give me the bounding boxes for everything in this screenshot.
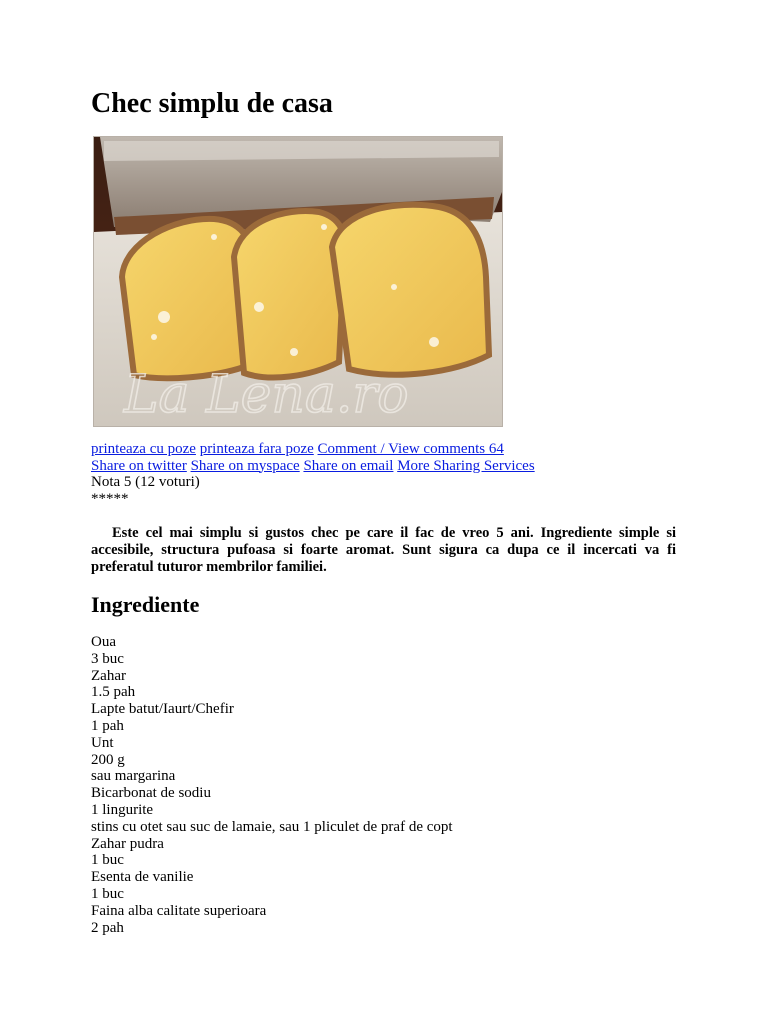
print-comment-row — [91, 441, 535, 458]
ingredient-line: 1 pah — [91, 717, 124, 734]
share-email-link[interactable]: Share on email — [303, 457, 394, 474]
ingredient-line: 1 buc — [91, 852, 124, 869]
ingredient-line: Zahar — [91, 667, 126, 684]
rating-stars: ***** — [91, 490, 129, 507]
ingredient-line: 200 g — [91, 751, 125, 768]
ingredients-list — [91, 634, 453, 936]
share-myspace-link[interactable]: Share on myspace — [190, 457, 300, 474]
share-row — [91, 458, 535, 475]
comments-link[interactable]: Comment / View comments 64 — [317, 441, 504, 457]
ingredient-line: Lapte batut/Iaurt/Chefir — [91, 701, 234, 718]
ingredient-line: Unt — [91, 734, 114, 751]
ingredient-line: sau margarina — [91, 768, 176, 785]
ingredient-line: 2 pah — [91, 919, 124, 936]
rating — [91, 474, 200, 507]
ingredient-line: Esenta de vanilie — [91, 869, 194, 886]
ingredient-line: Zahar pudra — [91, 835, 164, 852]
share-twitter-link[interactable]: Share on twitter — [91, 457, 187, 474]
action-links — [91, 441, 535, 474]
ingredient-line: 1.5 pah — [91, 684, 136, 701]
rating-text: Nota 5 (12 voturi) — [91, 474, 200, 490]
ingredients-heading: Ingrediente — [91, 592, 200, 617]
ingredient-line: 3 buc — [91, 650, 124, 667]
ingredient-line: Faina alba calitate superioara — [91, 902, 267, 919]
print-with-photos-link[interactable]: printeaza cu poze — [91, 441, 196, 457]
more-sharing-link[interactable]: More Sharing Services — [397, 457, 535, 474]
ingredient-line: 1 lingurite — [91, 801, 154, 818]
ingredient-line: stins cu otet sau suc de lamaie, sau 1 pliculet de praf de copt — [91, 818, 453, 835]
ingredient-line: Bicarbonat de sodiu — [91, 785, 211, 802]
photo-watermark: La Lena.ro — [124, 365, 409, 425]
intro-paragraph: Este cel mai simplu si gustos chec pe care il fac de vreo 5 ani. Ingrediente simple si accesibile, structura pufoasa si foarte aromat. Sunt sigura ca dupa ce il incercati va fi preferatul tuturor membrilor familiei. — [91, 525, 676, 575]
print-without-photos-link[interactable]: printeaza fara poze — [199, 441, 314, 457]
ingredient-line: Oua — [91, 634, 116, 650]
cake-photo — [93, 136, 503, 427]
page-title: Chec simplu de casa — [91, 88, 333, 119]
ingredient-line: 1 buc — [91, 885, 124, 902]
